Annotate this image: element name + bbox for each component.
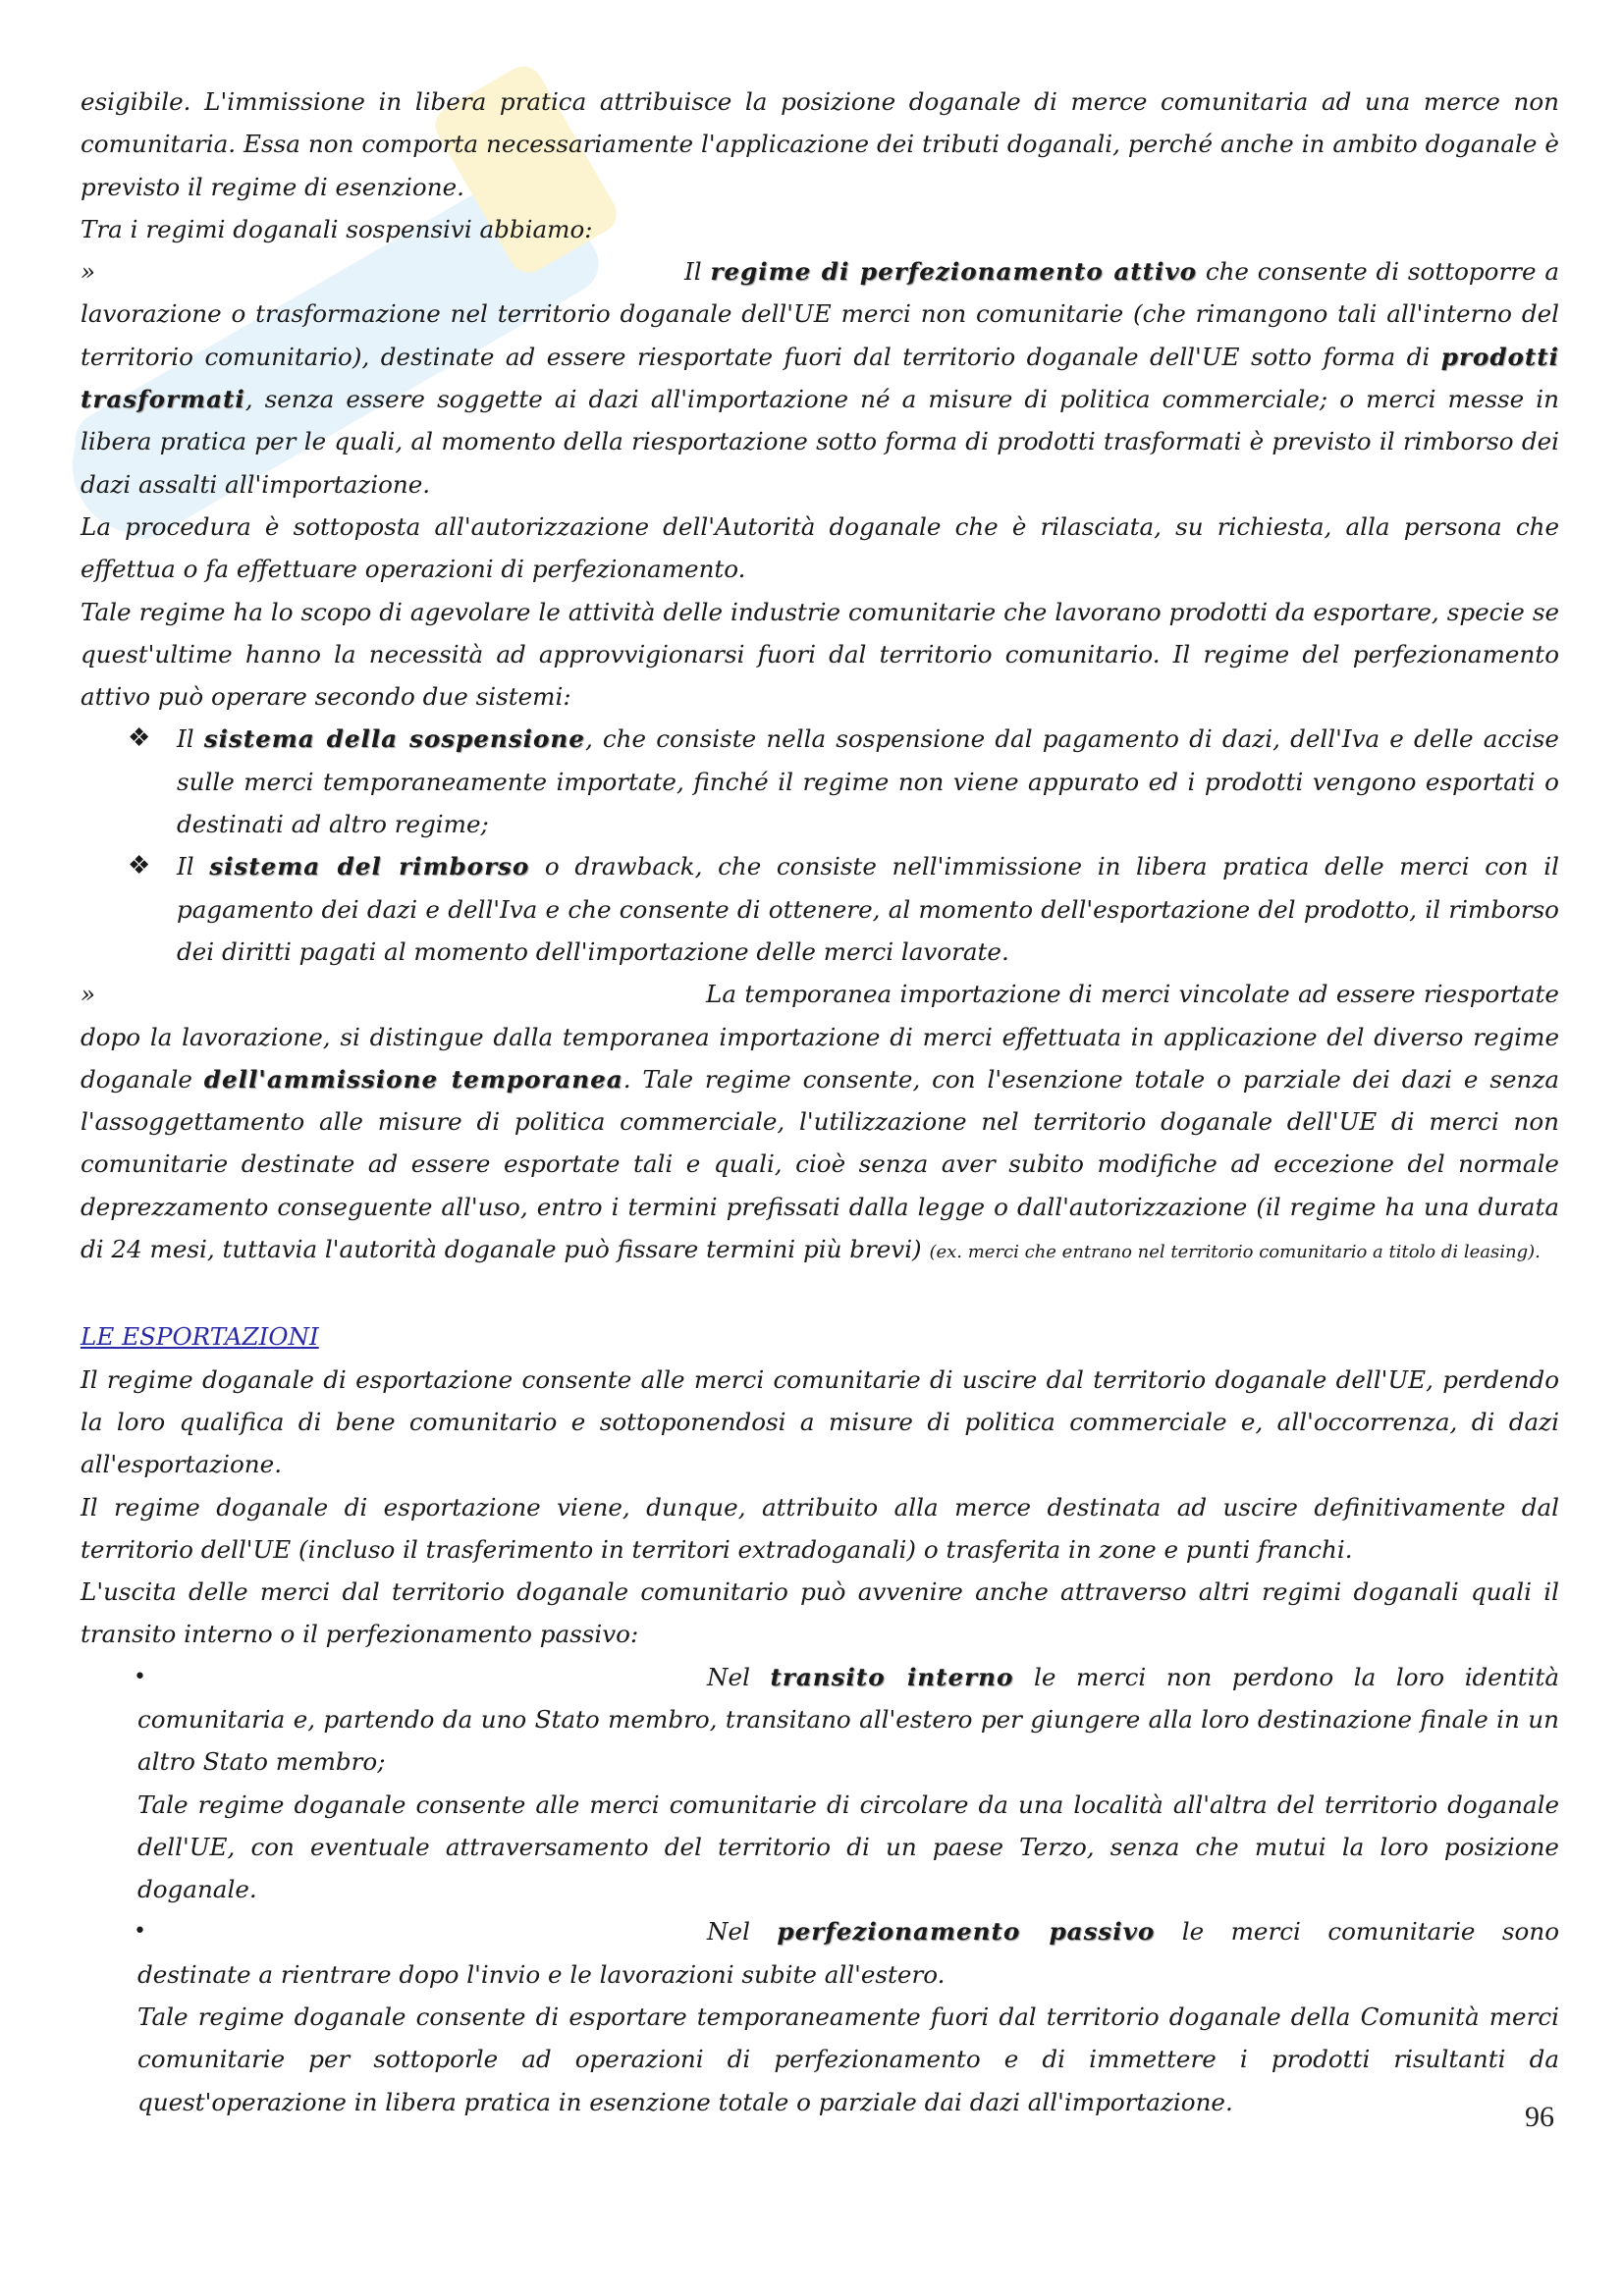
highlight-regime-perfezionamento-attivo: regime di perfezionamento attivo (710, 257, 1198, 287)
paragraph-uscita-merci: L'uscita delle merci dal territorio doganale comunitario può avvenire anche attraverso altri regimi doganali quali il transito interno o il perfezionamento passivo: (81, 1577, 1559, 1649)
paragraph-regimi-sospensivi: Tra i regimi doganali sospensivi abbiamo: (81, 214, 593, 243)
perfezionamento-passivo-detail: Tale regime doganale consente di esportare temporaneamente fuori dal territorio doganale della Comunità merci comunitarie per sottoporle ad operazioni di perfezionamento e di immettere i prodotti risultanti da quest'operazione in libera pratica in esenzione totale o parziale dai dazi all'importazione. (137, 2002, 1559, 2116)
bullet-dot-icon: • (134, 1919, 146, 1945)
bullet-dot-icon: • (134, 1664, 146, 1689)
highlight-sistema-sospensione: sistema della sospensione (203, 724, 585, 754)
highlight-prodotti-trasformati: prodotti trasformati (81, 342, 1559, 414)
arrow-marker: » (81, 980, 96, 1009)
arrow-marker: » (81, 257, 96, 287)
paragraph-temporanea-importazione: » La temporanea importazione di merci vincolate ad essere riesportate dopo la lavorazione, si distingue dalla temporanea importazione di merci effettuata in applicazione del diverso regime doganale dell'ammissione temporanea. Tale regime consente, con l'esenzione totale o parziale dei dazi e senza l'assoggettamento alle misure di politica commerciale, l'utilizzazione nel territorio doganale dell'UE di merci non comunitarie destinate ad essere esportate tali e quali, cioè senza aver subito modifiche ad eccezione del normale deprezzamento conseguente all'uso, entro i termini prefissati dalla legge o dall'autorizzazione (il regime ha una durata di 24 mesi, tuttavia l'autorità doganale può fissare termini più brevi) (ex. merci che entrano nel territorio comunitario a titolo di leasing). (81, 980, 1559, 1264)
list-item-rimborso: ❖ Il sistema del rimborso o drawback, che consiste nell'immissione in libera pratica delle merci con il pagamento dei dazi e dell'Iva e che consente di ottenere, al momento dell'esportazione del prodotto, il rimborso dei diritti pagati al momento dell'importazione delle merci lavorate. (81, 845, 1559, 973)
list-item-sospensione: ❖ Il sistema della sospensione, che consiste nella sospensione dal pagamento di dazi, dell'Iva e delle accise sulle merci temporaneamente importate, finché il regime non viene appurato ed i prodotti vengono esportati o destinati ad altro regime; (81, 718, 1559, 845)
paragraph-immissione: esigibile. L'immissione in libera pratica attribuisce la posizione doganale di merce comunitaria ad una merce non comunitaria. Essa non comporta necessariamente l'applicazione dei tributi doganali, perché anche in ambito doganale è previsto il regime di esenzione. (81, 87, 1559, 201)
page-number: 96 (1525, 2101, 1554, 2133)
list-item-perfezionamento-passivo: • Nel perfezionamento passivo le merci comunitarie sono destinate a rientrare dopo l'invio e le lavorazioni subite all'estero. Tale regime doganale consente di esportare temporaneamente fuori dal territorio doganale della Comunità merci comunitarie per sottoporle ad operazioni di perfezionamento e di immettere i prodotti risultanti da quest'operazione in libera pratica in esenzione totale o parziale dai dazi all'importazione. (81, 1910, 1559, 2122)
highlight-transito-interno: transito interno (770, 1662, 1014, 1691)
paragraph-regime-esportazione: Il regime doganale di esportazione consente alle merci comunitarie di uscire dal territorio doganale dell'UE, perdendo la loro qualifica di bene comunitario e sottoponendosi a misure di politica commerciale e, all'occorrenza, di dazi all'esportazione. (81, 1364, 1559, 1479)
list-sistemi (81, 718, 1559, 973)
paragraph-attribuzione-regime: Il regime doganale di esportazione viene, dunque, attribuito alla merce destinata ad uscire definitivamente dal territorio dell'UE (incluso il trasferimento in territori extradoganali) o trasferita in zone e punti franchi. (81, 1492, 1559, 1564)
paragraph-procedura: La procedura è sottoposta all'autorizzazione dell'Autorità doganale che è rilasciata, su richiesta, alla persona che effettua o fa effettuare operazioni di perfezionamento. (81, 511, 1559, 584)
highlight-sistema-rimborso: sistema del rimborso (209, 852, 530, 881)
document-page (81, 80, 1559, 2123)
highlight-perfezionamento-passivo: perfezionamento passivo (777, 1917, 1156, 1947)
list-regimi-uscita (81, 1656, 1559, 2123)
paragraph-scopo-regime: Tale regime ha lo scopo di agevolare le attività delle industrie comunitarie che lavorano prodotti da esportare, specie se quest'ultime hanno la necessità ad approvvigionarsi fuori dal territorio comunitario. Il regime del perfezionamento attivo può operare secondo due sistemi: (81, 597, 1559, 712)
paragraph-perfezionamento-attivo: » Il regime di perfezionamento attivo che consente di sottoporre a lavorazione o trasformazione nel territorio doganale dell'UE merci non comunitarie (che rimangono tali all'interno del territorio comunitario), destinate ad essere riesportate fuori dal territorio doganale dell'UE sotto forma di prodotti trasformati, senza essere soggette ai dazi all'importazione né a misure di politica commerciale; o merci messe in libera pratica per le quali, al momento della riesportazione sotto forma di prodotti trasformati è previsto il rimborso dei dazi assalti all'importazione. (81, 257, 1559, 499)
diamond-bullet-icon: ❖ (128, 851, 151, 881)
list-item-transito-interno: • Nel transito interno le merci non perdono la loro identità comunitaria e, partendo da uno Stato membro, transitano all'estero per giungere alla loro destinazione finale in un altro Stato membro; Tale regime doganale consente alle merci comunitarie di circolare da una località all'altra del territorio doganale dell'UE, con eventuale attraversamento del territorio di un paese Terzo, senza che mutui la loro posizione doganale. (81, 1656, 1559, 1911)
transito-interno-detail: Tale regime doganale consente alle merci comunitarie di circolare da una località all'altra del territorio doganale dell'UE, con eventuale attraversamento del territorio di un paese Terzo, senza che mutui la loro posizione doganale. (137, 1789, 1559, 1904)
highlight-ammissione-temporanea: dell'ammissione temporanea (203, 1064, 623, 1094)
diamond-bullet-icon: ❖ (128, 723, 151, 754)
example-note: (ex. merci che entrano nel territorio comunitario a titolo di leasing). (929, 1242, 1541, 1263)
section-title-esportazioni: LE ESPORTAZIONI (81, 1322, 319, 1352)
